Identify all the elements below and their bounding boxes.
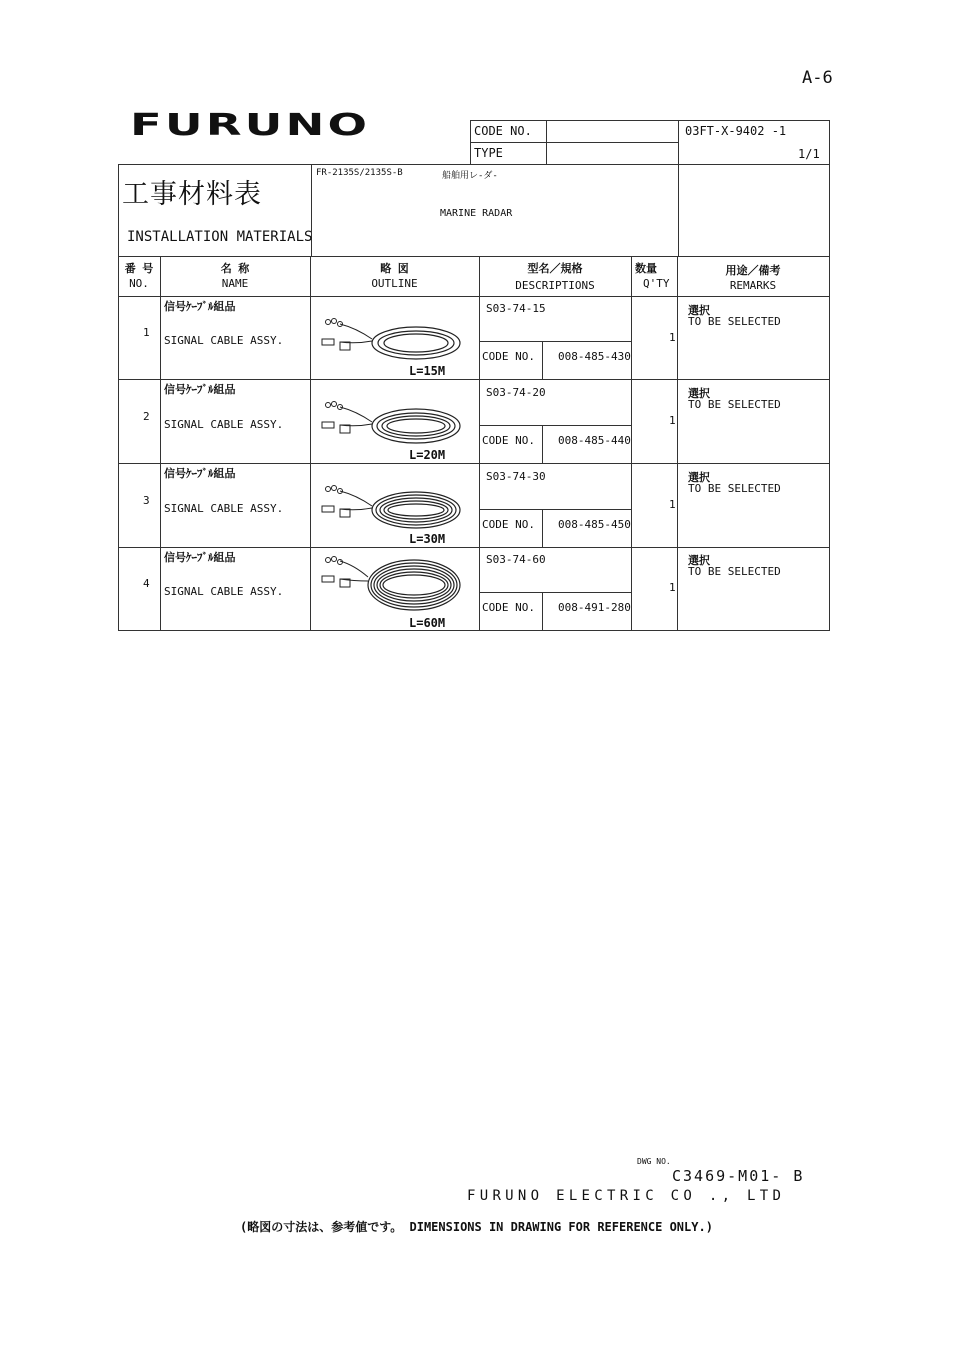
model-japanese: 船舶用レ-ダ- — [442, 171, 498, 181]
type-number: S03-74-30 — [486, 470, 546, 483]
code-label: CODE NO. — [482, 601, 535, 614]
remarks: TO BE SELECTED — [688, 398, 781, 411]
type-label: TYPE — [474, 146, 503, 160]
remarks-jp: 選択 — [688, 387, 710, 400]
row-number: 1 — [143, 326, 150, 339]
header-qty-jp: 数量 — [635, 262, 657, 275]
header-desc-jp: 型名／規格 — [527, 262, 583, 275]
cable-coil-icon — [316, 397, 466, 453]
reference-note: (略図の寸法は、参考値です。 DIMENSIONS IN DRAWING FOR REFERENCE ONLY.) — [240, 1220, 713, 1234]
item-name: SIGNAL CABLE ASSY. — [164, 418, 284, 431]
cable-length: L=20M — [409, 448, 446, 462]
company-name: FURUNO ELECTRIC CO ., LTD — [467, 1188, 786, 1204]
quantity: 1 — [669, 331, 676, 344]
code-label: CODE NO. — [482, 434, 535, 447]
header-qty: Q'TY — [643, 277, 670, 290]
item-name-jp: 信号ｹｰﾌﾞﾙ組品 — [164, 383, 236, 396]
header-outline: OUTLINE — [371, 277, 418, 290]
remarks-jp: 選択 — [688, 471, 710, 484]
title-japanese: 工事材料表 — [122, 179, 262, 210]
code-label: CODE NO. — [482, 518, 535, 531]
item-name-jp: 信号ｹｰﾌﾞﾙ組品 — [164, 467, 236, 480]
remarks-jp: 選択 — [688, 554, 710, 567]
code-number: 008-485-440 — [558, 434, 631, 447]
item-name: SIGNAL CABLE ASSY. — [164, 502, 284, 515]
item-name: SIGNAL CABLE ASSY. — [164, 585, 284, 598]
model-number: FR-2135S/2135S-B — [316, 168, 403, 178]
cable-length: L=15M — [409, 364, 446, 378]
remarks: TO BE SELECTED — [688, 565, 781, 578]
quantity: 1 — [669, 581, 676, 594]
type-number: S03-74-20 — [486, 386, 546, 399]
remarks: TO BE SELECTED — [688, 482, 781, 495]
dwg-label: DWG NO. — [637, 1157, 671, 1166]
quantity: 1 — [669, 414, 676, 427]
item-name: SIGNAL CABLE ASSY. — [164, 334, 284, 347]
code-label: CODE NO. — [482, 350, 535, 363]
header-no-jp: 番 号 — [124, 262, 154, 275]
header-remarks: REMARKS — [729, 279, 777, 292]
code-no-value: 03FT-X-9402 -1 — [685, 124, 787, 138]
code-number: 008-491-280 — [558, 601, 631, 614]
row-number: 2 — [143, 410, 150, 423]
header-outline-jp: 略 図 — [380, 262, 409, 275]
header-desc: DESCRIPTIONS — [515, 279, 595, 292]
cable-coil-icon — [316, 481, 466, 537]
remarks: TO BE SELECTED — [688, 315, 781, 328]
drawing-number: C3469-M01- B — [672, 1167, 805, 1185]
remarks-jp: 選択 — [688, 304, 710, 317]
header-name: NAME — [221, 277, 249, 290]
code-number: 008-485-430 — [558, 350, 631, 363]
type-number: S03-74-60 — [486, 553, 546, 566]
cable-length: L=30M — [409, 532, 446, 546]
type-number: S03-74-15 — [486, 302, 546, 315]
sheet-number: 1/1 — [798, 147, 820, 161]
header-no: NO. — [129, 277, 149, 290]
cable-coil-icon — [316, 555, 466, 617]
header-name-jp: 名 称 — [220, 262, 250, 275]
row-number: 3 — [143, 494, 150, 507]
row-number: 4 — [143, 577, 150, 590]
quantity: 1 — [669, 498, 676, 511]
product-name: MARINE RADAR — [440, 208, 513, 219]
item-name-jp: 信号ｹｰﾌﾞﾙ組品 — [164, 300, 236, 313]
code-number: 008-485-450 — [558, 518, 631, 531]
title-english: INSTALLATION MATERIALS — [127, 229, 313, 245]
item-name-jp: 信号ｹｰﾌﾞﾙ組品 — [164, 551, 236, 564]
furuno-logo: FURUNO — [130, 108, 371, 143]
code-no-label: CODE NO. — [474, 124, 532, 138]
cable-coil-icon — [316, 314, 466, 370]
page-reference: A-6 — [802, 68, 833, 88]
cable-length: L=60M — [409, 616, 446, 630]
header-remarks-jp: 用途／備考 — [725, 264, 781, 277]
